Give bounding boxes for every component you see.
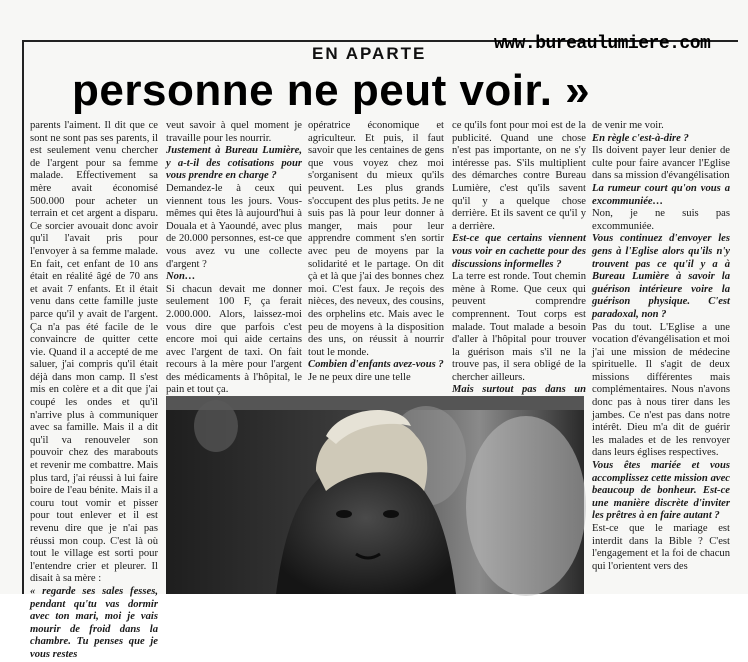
- article-paragraph: Est-ce que le mariage est interdit dans la Bible ? C'est l'engagement et la foi de chacun qui l'orientent vers des: [592, 523, 730, 572]
- article-paragraph: Si chacun devait me donner seulement 100 F, ça ferait 2.000.000. Alors, laissez-moi vous dire que parfois c'est encore moi qui aide certains avec l'argent de taxi. On fait recours à la mère pour l'argent des médicaments à l'hôpital, le pain et tout ça.: [166, 283, 302, 396]
- website-url: www.bureaulumiere.com: [494, 34, 711, 54]
- article-paragraph: Non, je ne suis pas excommuniée.: [592, 208, 730, 232]
- article-photo: [166, 396, 584, 594]
- interview-question: Combien d'enfants avez-vous ?: [308, 359, 444, 371]
- article-column-1: [30, 120, 158, 660]
- article-paragraph: La terre est ronde. Tout chemin mène à Rome. Que ceux qui peuvent comprendre comprennent. Tout corps est malade. Tout malade a besoin d'aller à l'hôpital pour trouver la guérison mais s'il ne la trouve pas, il sera obligé de la chercher ailleurs.: [452, 271, 586, 383]
- article-column-2: [166, 120, 302, 396]
- article-paragraph: parents l'aiment. Il dit que ce sont ne sont pas ses parents, il est seulement venu chercher de l'argent pour sa femme malade. Effectivement sa mère avait économisé 500.000 pour acheter un terrain et cet argent a disparu. Ce sorcier avouait donc avoir qu'il l'avait pris pour l'envoyer à sa femme malade. En fait, cet enfant de 10 ans était en réalité âgé de 70 ans et avait 7 enfants. Et il était venu dans cette famille juste parce qu'il y avait de l'argent. Ça n'a pas été facile de le convaincre de quitter cette vie. Quand il a accepté de me saluer, j'ai compris qu'il était déjà dans mon camp. Il s'est mis en colère et a dit que j'ai coupé les ondes et qu'il n'arrive plus à communiquer avec sa famille. Mais il a dit qu'il va renouveler son pouvoir chez des marabouts et revenir me combattre. Mais plus tard, j'ai réussi à lui faire boire de l'eau bénite. Mais il a couru tout vomir et pisser pour tout enlever et il est revenu dire que je n'ai pas réussi mon coup. C'est là où tout le village est sorti pour l'entendre crier et pleurer. Il disait à sa mère :: [30, 120, 158, 585]
- article-paragraph: Je ne peux dire une telle: [308, 371, 411, 383]
- page-left-rule: [22, 40, 24, 594]
- article-paragraph: ce qu'ils font pour moi est de la publicité. Quand une chose n'est pas importante, on ne s'y intéresse pas. S'ils multiplient des démarches contre Bureau Lumière, c'est qu'ils savent qu'il y a quelque chose derrière. Et ils savent ce qu'il y a derrière.: [452, 120, 586, 232]
- portrait-photo: [166, 396, 584, 594]
- article-paragraph: de venir me voir.: [592, 120, 664, 131]
- interview-question: Justement à Bureau Lumière, y a-t-il des cotisations pour vous prendre en charge ?: [166, 145, 302, 182]
- headline: personne ne peut voir. »: [72, 66, 591, 115]
- article-paragraph: Pas du tout. L'Eglise a une vocation d'évangélisation et moi j'ai une mission de médecine spirituelle. Il s'agit de deux missions différentes mais complémentaires. Nous n'avons donc pas à nous tirer dans les jambes. Ce n'est pas dans notre intérêt. Dieu m'a dit de guérir les malades et de les renvoyer dans leurs églises respectives.: [592, 321, 730, 459]
- interview-question: Vous êtes mariée et vous accomplissez cette mission avec beaucoup de bonheur. Est-ce une manière discrète d'inviter les prêtres à en faire autant ?: [592, 460, 730, 522]
- interview-question: Vous continuez d'envoyer les gens à l'Eglise alors qu'ils n'y trouvent pas ce qu'il y a à Bureau Lumière à savoir la guérison intérieure voire la guérison physique. C'est paradoxal, non ?: [592, 233, 730, 320]
- section-rubric: EN APARTE: [312, 44, 427, 63]
- interview-question: En règle c'est-à-dire ?: [592, 132, 689, 144]
- article-column-3: [308, 120, 444, 388]
- article-paragraph: veut savoir à quel moment je travaille pour les nourrir.: [166, 120, 302, 144]
- article-paragraph: opératrice économique et agriculteur. Et puis, il faut savoir que les centaines de gens que vous voyez chez moi s'organisent du mieux qu'ils peuvent. Les plus grands s'occupent des plus petits. Je ne suis pas là pour leur donner à manger, mais pour leur apprendre comment s'en sortir avec peu de moyens par la solidarité et le partage. On dit çà et là que j'ai des bonnes chez moi. C'est faux. Je reçois des nièces, des neveux, des cousins, des orphelins etc. Mais avec le peu de moyens à la disposition des uns, on réussit à nourrir tout le monde.: [308, 120, 444, 358]
- article-paragraph: « regarde ses sales fesses, pendant qu'tu vas dormir avec ton mari, moi je vais mourir de froid dans la chambre. Tu penses que je vous restes: [30, 585, 158, 660]
- article-column-5: [592, 120, 730, 590]
- interview-question: Non…: [166, 271, 196, 283]
- interview-question: Mais surtout pas dans un: [452, 384, 586, 396]
- article-column-4: [452, 120, 586, 396]
- interview-question: La rumeur court qu'on vous a excommuniée…: [592, 182, 730, 207]
- article-paragraph: Ils doivent payer leur denier de culte pour faire avancer l'Eglise dans sa mission d'évangélisation: [592, 145, 730, 182]
- interview-question: Est-ce que certains viennent vous voir en cachette pour des discussions informelles ?: [452, 233, 586, 270]
- article-paragraph: Demandez-le à ceux qui viennent tous les jours. Vous-mêmes qui êtes là aujourd'hui à Douala et à Yaoundé, avec plus de 20.000 personnes, est-ce que vous avez vu une collecte d'argent ?: [166, 182, 302, 270]
